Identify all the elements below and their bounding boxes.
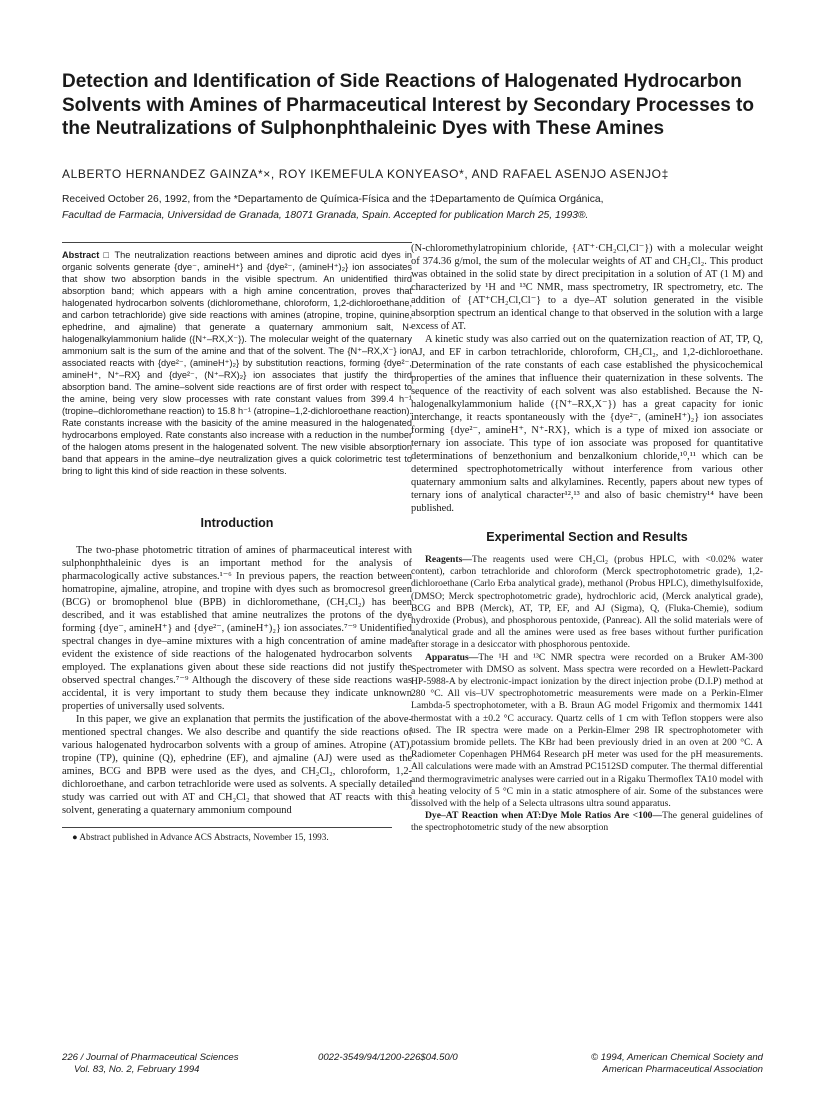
journal-citation — [62, 1052, 302, 1076]
footnote: ● Abstract published in Advance ACS Abstracts, November 15, 1993. — [72, 832, 329, 842]
received-line-2: Facultad de Farmacia, Universidad de Granada, 18071 Granada, Spain. Accepted for publication March 25, 1993®. — [62, 209, 589, 221]
issn-code: 0022-3549/94/1200-226$04.50/0 — [318, 1052, 458, 1063]
intro-paragraph-1: The two-phase photometric titration of amines of pharmaceutical interest with sulphonphthaleinic dyes is an important method for the analysis of pharmacologically active substances.¹⁻⁶ In previous papers, the reaction between homatropine, ajmaline, atropine, and tropine with dyes such as bromocresol green (BCG) or bromophenol blue (BPB) in dichloromethane, (CH₂Cl₂) has been described, and it was established that amine neutralizes the protons of the dye forming {dye⁻, amineH⁺} and {dye²⁻, (amineH⁺)₂} ion associates.⁷⁻⁹ Unidentified spectral changes in dye–amine mixtures with a high concentration of amine made evident the existence of side reactions of the halogenated hydrocarbon solvents employed. The explanations given about these side reactions did not justify the observed spectral changes.⁷⁻⁹ Although the discovery of these side reactions was accidental, it is very important to study them because they indicate unknown properties of universally used solvents. — [62, 545, 412, 712]
paper-title: Detection and Identification of Side Reactions of Halogenated Hydrocarbon Solvents with Amines of Pharmaceutical Interest by Secondary Processes to the Neutralizations of Sulphonphthaleinic Dyes with These Amines — [62, 71, 754, 139]
dye-at-label: Dye–AT Reaction when AT:Dye Mole Ratios Are <100— — [425, 810, 663, 822]
abstract — [62, 249, 412, 477]
copyright-line-2: American Pharmaceutical Association — [602, 1064, 763, 1075]
abstract-text: The neutralization reactions between amines and diprotic acid dyes in organic solvents generate {dye⁻, amineH⁺} and {dye²⁻, (amineH⁺)₂} ion associates that show two absorption bands in the visible spectrum. An unidentified third absorption band; which appears with a high amine concentration, proves that halogenated hydrocarbon solvents (dichloromethane, chloroform, 1,2-dichloroethane, and carbon tetrachloride) give side reactions with amines (atropine, tropine, quinine, ephedrine, and ajmaline) that generate a quaternary ammonium salt, N-halogenalkylammonium halide ({N⁺–RX,X⁻}). The molecular weight of the quaternary ammonium salt is the sum of the amine and that of the solvent. The {N⁺–RX,X⁻} ion associated reacts with {dye²⁻, (amineH⁺)₂} by substitution reactions, forming {dye²⁻, amineH⁺, N⁺–RX} and {dye²⁻, (N⁺–RX)₂} ion associates that justify the third absorption band. The amine–solvent side reactions are of first order with respect to the amine, being very slow processes with rate constant values from 399.4 h⁻¹ (tropine–dichloromethane reaction) to 15.8 h⁻¹ (atropine–1,2-dichloroethane reaction). Rate constants increase with the basicity of the amine measured in the halogenated hydrocarbons employed. Rate constants also increase with a reduction in the number of the halogen atoms present in the halogenated solvent. The new visible absorption band that appears in the amine–dye neutralization gives a quick colorimetric test to bring to light this kind of side reaction in these solvents. — [62, 250, 412, 476]
apparatus-label: Apparatus— — [425, 651, 479, 663]
intro-paragraph-2: In this paper, we give an explanation that permits the justification of the above-mentioned spectral changes. We also describe and quantify the side reactions of various halogenated hydrocarbon solvents with a group of amines. Atropine (AT), tropine (TP), quinine (Q), ephedrine (EF), and ajmaline (AJ) were used as the amines, BCG and BPB were used as the dyes, and CH₂Cl₂, chloroform, 1,2-dichloroethane, and carbon tetrachloride were used as solvents. A specially detailed study was carried out with AT and CH₂Cl₂ that showed that AT reacts with this solvent, generating a quaternary ammonium compound — [62, 714, 412, 816]
reagents-text: The reagents used were CH₂Cl₂ (probus HPLC, with <0.02% water content), carbon tetrachloride and chloroform (Merck spectrophotometric grade), 1,2-dichloroethane (Carlo Erba analytical grade), methanol (Probus HPLC), dimethylsulfoxide, (DMSO; Merck spectrophotometric grade), hydrochloric acid, (Merck analytical grade), BCG and BPB (Merck), AT, TP, EF, and AJ (Sigma), Q, (Fluka-Chemie), sodium hydroxide (Probus), and phosphorous pentoxide, (Panreac). All the solid materials were of analytical grade and all the amines were used as free bases without further purification after storage in a desiccator with phosphorous pentoxide. — [411, 554, 763, 651]
journal-line-2: Vol. 83, No. 2, February 1994 — [74, 1064, 200, 1075]
copyright-line-1: © 1994, American Chemical Society and — [590, 1052, 763, 1063]
right-paragraph-1: (N-chloromethylatropinium chloride, {AT⁺·CH₂Cl,Cl⁻}) with a molecular weight of 374.36 g/mol, the sum of the molecular weights of AT and CH₂Cl₂. This product was obtained in the solid state by direct precipitation in a solution of AT (1 M) and characterized by ¹H and ¹³C NMR, mass spectrometry, IR spectrometry, etc. The addition of {AT⁺CH₂Cl,Cl⁻} to a dye–AT solution generated in the visible absorption spectrum an identical change to that observed in the solution with a large excess of AT. — [411, 243, 763, 332]
abstract-divider — [62, 242, 412, 243]
author-line: ALBERTO HERNANDEZ GAINZA*×, ROY IKEMEFULA KONYEASO*, AND RAFAEL ASENJO ASENJO‡ — [62, 167, 669, 181]
abstract-label: Abstract □ — [62, 250, 111, 260]
apparatus-text: The ¹H and ¹³C NMR spectra were recorded on a Bruker AM-300 Spectrometer with DMSO as solvent. Mass spectra were recorded on a Hewlett-Packard HP-5988-A by electronic-impact ionization by the direct injection probe (D.I.P) method at 280 °C. All vis–UV spectrophotometric measurements were made on a Perkin-Elmer Lambda-5 spectrophotometer, with a B. Braun AG model Frigomix and thermomix 1441 thermostat with a ±0.2 °C accuracy. Quartz cells of 1 cm with Teflon stoppers were also used. The IR spectra were made on a Perkin-Elmer 298 IR spectrophotometer with potassium bromide pellets. The KBr had been previously dried in an oven at 200 °C. A Radiometer Copenhagen PHM64 Research pH meter was used for the pH measurements. All calculations were made with an Amstrad PC1512SD computer. The thermal differential and thermogravimetric analyses were carried out in a Rigaku Thermoflex TA10 model with a heating velocity of 5 °C min in a static atmosphere of air. Some of the substances were dissolved with the help of a Selecta ultrasons ultra sound apparatus. — [411, 651, 763, 810]
dye-at-text: The general guidelines of the spectrophotometric study of the new absorption — [411, 810, 763, 834]
copyright-notice — [546, 1052, 763, 1076]
left-column — [62, 242, 412, 843]
right-paragraph-2: A kinetic study was also carried out on the quaternization reaction of AT, TP, Q, AJ, and EF in carbon tetrachloride, chloroform, CH₂Cl₂, and 1,2-dichloroethane. Determination of the rate constants of each case established the physicochemical properties of the amines that influence their quaternization in these solvents. The sequence of the reactivity of each solvent was also established. Because the N-halogenalkylammonium halide ({N⁺–RX,X⁻}) has a great capacity for ionic interchange, it reacts spontaneously with the {dye²⁻, (amineH⁺)₂} ion associates forming {dye²⁻, amineH⁺, N⁺-RX}, which is a type of mixed ion associate or ternary ion associate. This type of ion associate was proposed for quantitative determinations of benzethonium and benzalkonium chloride,¹⁰,¹¹ which can be determined spectrophotometrically without interference from various other quaternary ammonium salts and alkylamines. Recently, papers about new types of ternary ions of analytical character¹²,¹³ and also of basic chemistry¹⁴ have been published. — [411, 334, 763, 514]
dye-at-paragraph — [411, 810, 763, 834]
reagents-label: Reagents— — [425, 554, 472, 565]
apparatus-paragraph — [411, 652, 763, 811]
footnote-divider — [62, 827, 392, 828]
experimental-heading: Experimental Section and Results — [486, 530, 688, 544]
reagents-paragraph — [411, 554, 763, 652]
received-info — [62, 192, 762, 223]
right-column — [411, 242, 763, 835]
received-line-1: Received October 26, 1992, from the *Departamento de Química-Física and the ‡Departamento de Química Orgánica, — [62, 194, 604, 205]
introduction-heading: Introduction — [200, 516, 274, 530]
journal-line-1: 226 / Journal of Pharmaceutical Sciences — [62, 1052, 239, 1063]
